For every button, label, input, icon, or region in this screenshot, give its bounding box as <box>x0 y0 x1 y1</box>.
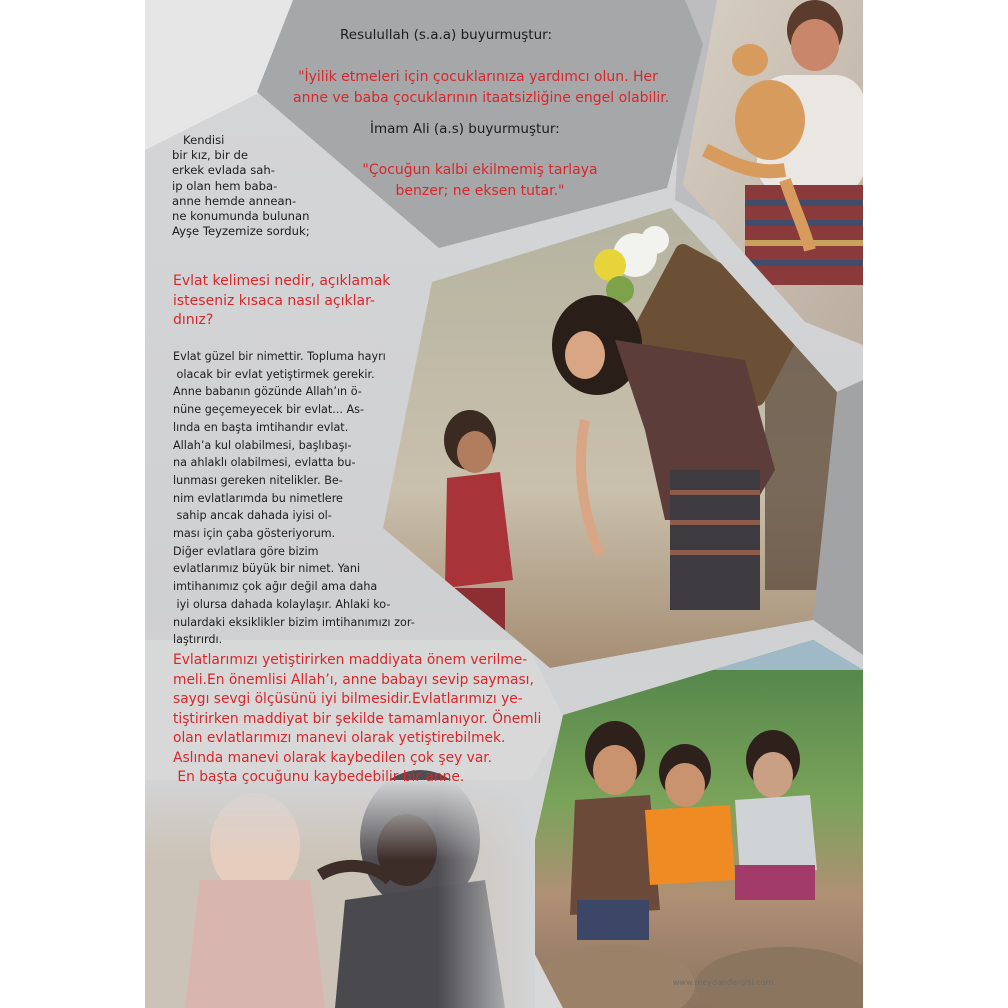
intro-paragraph: Kendisi bir kız, bir de erkek evlada sah- ip olan hem baba- anne hemde annean- ne konumunda bulunan Ayşe Teyzemize sorduk; <box>172 133 310 239</box>
prophet-attribution: Resulullah (s.a.a) buyurmuştur: <box>340 27 553 43</box>
imam-quote: "Çocuğun kalbi ekilmemiş tarlaya benzer; ne eksen tutar." <box>362 162 598 199</box>
magazine-page <box>145 0 863 1008</box>
imam-attribution: İmam Ali (a.s) buyurmuştur: <box>370 121 560 137</box>
interview-answer: Evlat güzel bir nimettir. Topluma hayrı olacak bir evlat yetiştirmek gerekir. Anne babanın gözünde Allah’ın ö- nüne geçemeyecek bir evlat... As- lında en başta imtihandır evlat. Allah’a kul olabilmesi, başlıbaşı- na ahlaklı olabilmesi, evlatta bu- lunması gereken nitelikler. Be- nim evlatlarımda bu nimetlere sahip ancak dahada iyisi ol- ması için çaba gösteriyorum. Diğer evlatlara göre bizim evlatlarımız büyük bir nimet. Yani imtihanımız çok ağır değil ama daha iyi olursa dahada kolaylaşır. Ahlaki ko- nulardaki eksiklikler bizim imtihanımızı zor- laştırırdı. <box>173 350 415 647</box>
interview-question: Evlat kelimesi nedir, açıklamak isteseniz kısaca nasıl açıklar- dınız? <box>173 273 391 328</box>
prophet-quote: "İyilik etmeleri için çocuklarınıza yardımcı olun. Her anne ve baba çocuklarının itaatsizliğine engel olabilir. <box>293 69 670 106</box>
website-footer: www.meydandergisi.com <box>673 978 774 987</box>
closing-paragraph: Evlatlarımızı yetiştirirken maddiyata önem verilme- meli.En önemlisi Allah’ı, anne babayı sevip sayması, saygı sevgi ölçüsünü iyi bilmesidir.Evlatlarımızı ye- tiştirirken maddiyat bir şekilde tamamlanıyor. Önemli olan evlatlarımızı manevi olarak yetiştirebilmek. Aslında manevi olarak kaybedilen çok şey var. En başta çocuğunu kaybedebilir bir anne. <box>173 652 542 785</box>
